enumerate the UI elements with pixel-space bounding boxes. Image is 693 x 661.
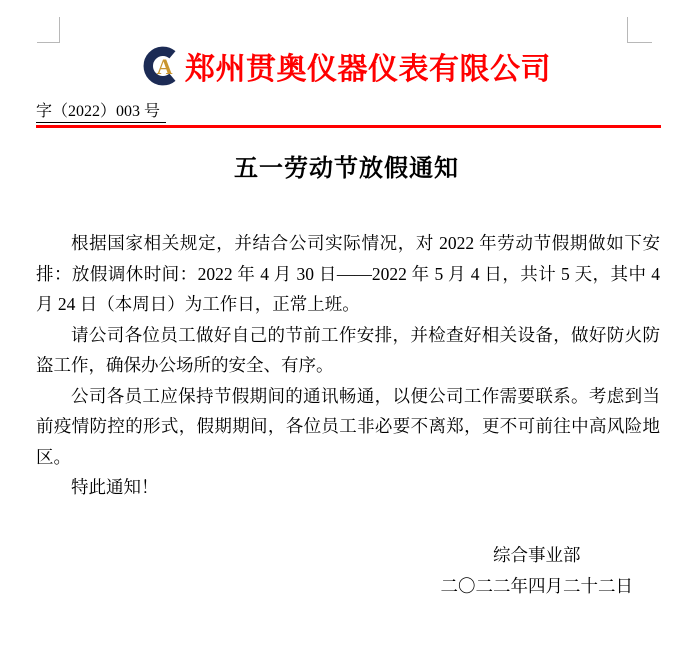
- document-number-text: 字（2022）003 号: [36, 103, 166, 123]
- signature-department: 综合事业部: [493, 545, 581, 565]
- crop-mark-top-right: [627, 17, 652, 43]
- document-number: [36, 102, 166, 122]
- signature-block: [441, 540, 634, 601]
- red-divider-line: [36, 125, 661, 128]
- company-name: 郑州贯奥仪器仪表有限公司: [185, 53, 551, 86]
- letterhead: [0, 44, 693, 88]
- notice-body: [36, 228, 660, 503]
- notice-paragraph: 特此通知！: [71, 477, 159, 497]
- notice-paragraph: 根据国家相关规定，并结合公司实际情况，对 2022 年劳动节假期做如下安排：放假调休时间：2022 年 4 月 30 日——2022 年 5 月 4 日，共计 5 天，其中 4 月 24 日（本周日）为工作日，正常上班。: [36, 233, 660, 314]
- logo-a-letter: A: [156, 53, 173, 79]
- notice-title: 五一劳动节放假通知: [234, 156, 459, 182]
- signature-date: 二〇二二年四月二十二日: [440, 575, 633, 596]
- company-logo-icon: [142, 45, 184, 87]
- crop-mark-top-left: [37, 17, 60, 43]
- notice-paragraph: 请公司各位员工做好自己的节前工作安排，并检查好相关设备，做好防火防盗工作，确保办公场所的安全、有序。: [36, 324, 660, 375]
- notice-paragraph: 公司各员工应保持节假期间的通讯畅通，以便公司工作需要联系。考虑到当前疫情防控的形式，假期期间，各位员工非必要不离郑，更不可前往中高风险地区。: [36, 385, 660, 467]
